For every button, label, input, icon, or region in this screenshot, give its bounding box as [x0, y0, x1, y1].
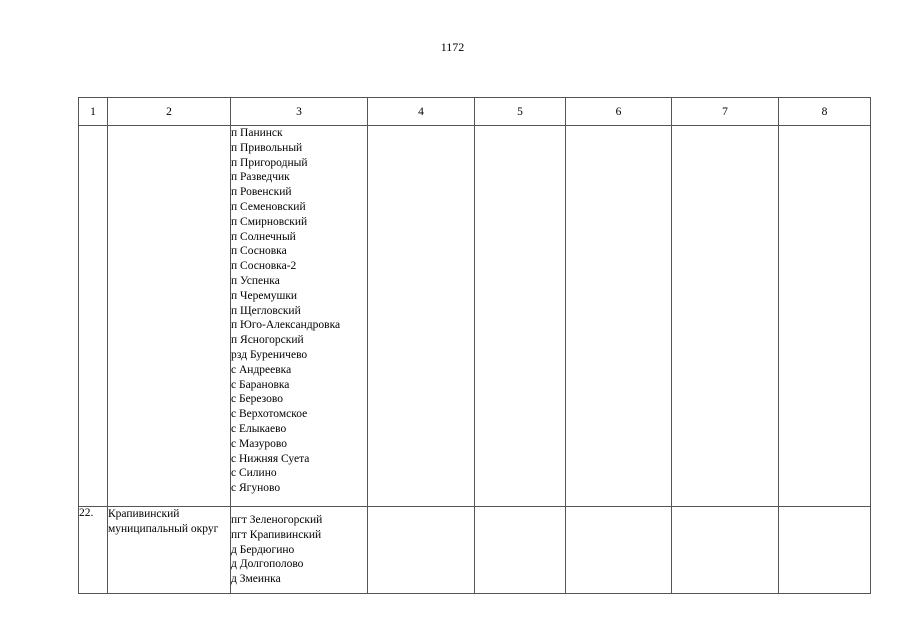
- locations-cell: [231, 126, 368, 507]
- empty-cell: [672, 507, 779, 594]
- location-item: п Разведчик: [231, 171, 290, 184]
- empty-cell: [779, 126, 871, 507]
- location-item: п Семеновский: [231, 200, 306, 213]
- column-header: 5: [475, 98, 566, 126]
- table-header-row: [79, 98, 871, 126]
- location-item: рзд Буреничево: [231, 348, 308, 361]
- column-header: 2: [108, 98, 231, 126]
- empty-cell: [779, 507, 871, 594]
- location-item: с Березово: [231, 393, 284, 406]
- empty-cell: [368, 507, 475, 594]
- location-item: п Пригородный: [231, 156, 308, 169]
- location-item: п Сосновка-2: [231, 260, 297, 273]
- column-header: 4: [368, 98, 475, 126]
- row-number-cell: [79, 126, 108, 507]
- location-item: п Привольный: [231, 141, 303, 154]
- location-item: п Успенка: [231, 274, 280, 287]
- table-row: [79, 126, 871, 507]
- column-header: 1: [79, 98, 108, 126]
- location-item: д Бердюгино: [231, 543, 295, 556]
- table-row: [79, 507, 871, 594]
- empty-cell: [475, 126, 566, 507]
- data-table: [78, 97, 871, 594]
- column-header: 6: [566, 98, 672, 126]
- column-header: 7: [672, 98, 779, 126]
- location-item: с Нижняя Суета: [231, 452, 310, 465]
- column-header: 8: [779, 98, 871, 126]
- location-item: п Панинск: [231, 127, 283, 139]
- location-item: п Смирновский: [231, 215, 308, 228]
- district-name-cell: Крапивинский муниципальный округ: [108, 507, 231, 594]
- location-item: п Черемушки: [231, 289, 298, 302]
- location-item: п Сосновка: [231, 245, 287, 258]
- location-item: с Барановка: [231, 378, 290, 391]
- location-item: с Мазурово: [231, 437, 287, 450]
- location-item: с Верхотомское: [231, 408, 308, 421]
- location-item: д Змеинка: [231, 573, 281, 586]
- location-item: с Силино: [231, 467, 277, 480]
- location-item: пгт Крапивинский: [231, 528, 322, 541]
- empty-cell: [566, 126, 672, 507]
- location-item: с Елыкаево: [231, 422, 287, 435]
- location-item: пгт Зеленогорский: [231, 514, 323, 526]
- empty-cell: [566, 507, 672, 594]
- location-item: д Долгополово: [231, 558, 304, 571]
- location-item: п Солнечный: [231, 230, 296, 243]
- location-item: с Андреевка: [231, 363, 292, 376]
- location-item: п Щегловский: [231, 304, 301, 317]
- empty-cell: [475, 507, 566, 594]
- locations-cell: [231, 507, 368, 594]
- column-header: 3: [231, 98, 368, 126]
- location-item: п Юго-Александровка: [231, 319, 341, 332]
- location-item: с Ягуново: [231, 482, 281, 495]
- location-item: п Ровенский: [231, 186, 292, 199]
- row-number-cell: 22.: [79, 507, 108, 594]
- empty-cell: [672, 126, 779, 507]
- empty-cell: [368, 126, 475, 507]
- district-name-cell: [108, 126, 231, 507]
- page-number: 1172: [440, 40, 465, 54]
- location-item: п Ясногорский: [231, 334, 304, 347]
